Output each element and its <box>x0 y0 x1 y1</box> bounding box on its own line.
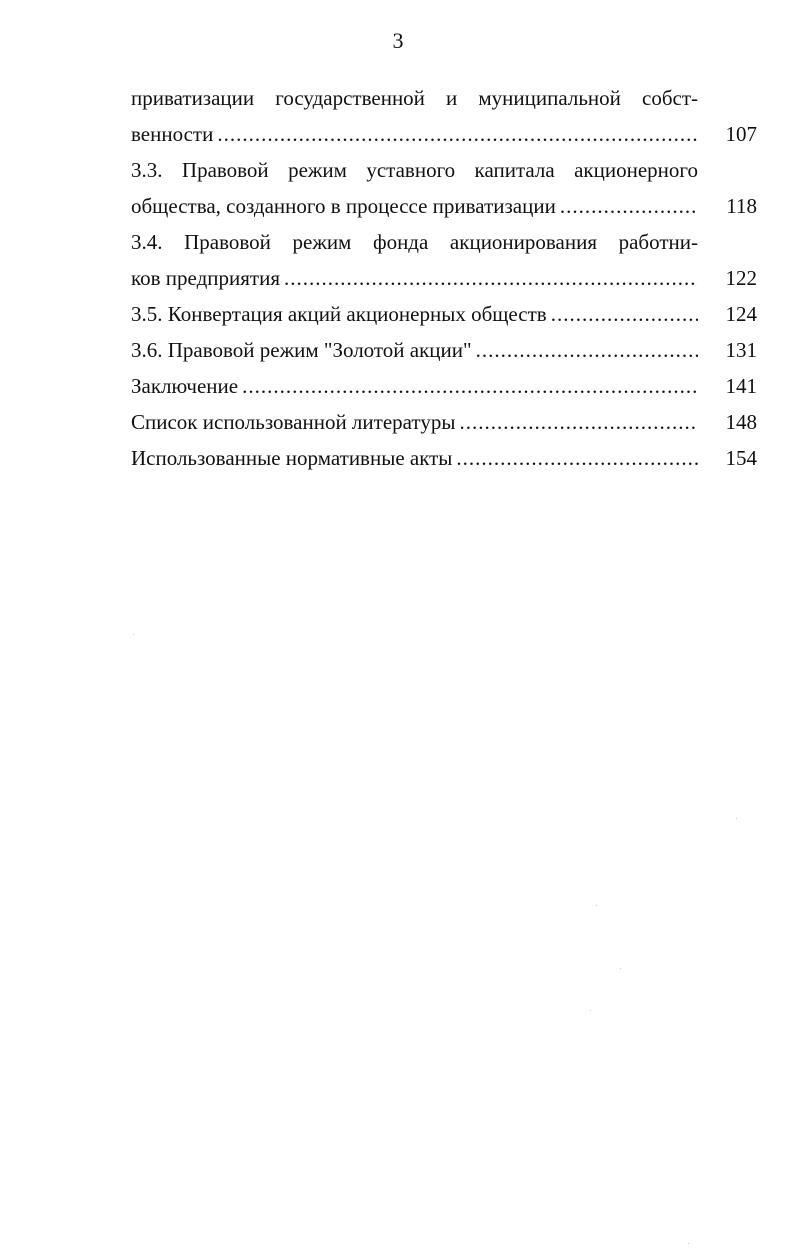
toc-entry-6[interactable] <box>131 368 757 404</box>
toc-entry-7[interactable] <box>131 404 757 440</box>
scan-speck <box>596 905 597 906</box>
toc-page-number: 107 <box>725 122 757 146</box>
scan-speck <box>688 1243 689 1244</box>
table-of-contents <box>131 80 757 476</box>
toc-entry-text: Заключение <box>131 374 239 398</box>
toc-page-number: 122 <box>725 266 757 290</box>
toc-entry-text: 3.6. Правовой режим "Золотой акции" <box>131 338 472 362</box>
toc-entry-5[interactable] <box>131 332 757 368</box>
toc-entry-text: венности <box>131 122 214 146</box>
scan-speck <box>133 634 134 635</box>
toc-entry-text: Список использованной литературы <box>131 410 456 434</box>
scan-speck <box>736 818 737 819</box>
toc-page-number: 124 <box>725 302 757 326</box>
leader-dots <box>459 404 698 440</box>
toc-page-number: 154 <box>725 446 757 470</box>
toc-entry-text: 3.5. Конвертация акций акционерных обществ <box>131 302 547 326</box>
toc-page-number: 148 <box>725 410 757 434</box>
toc-entry-text: 3.3. Правовой режим уставного капитала акционерного <box>131 158 698 182</box>
scan-speck <box>620 968 621 969</box>
leader-dots <box>217 116 698 152</box>
toc-entry-1-line-2[interactable] <box>131 116 757 152</box>
toc-entry-2-line-2[interactable] <box>131 188 757 224</box>
toc-page-number: 118 <box>726 194 757 218</box>
page-number: 3 <box>392 28 404 53</box>
leader-dots <box>456 440 698 476</box>
toc-page-number: 141 <box>725 374 757 398</box>
toc-entry-1-line-1 <box>131 80 757 116</box>
toc-entry-text: общества, созданного в процессе приватизации <box>131 194 556 218</box>
toc-entry-8[interactable] <box>131 440 757 476</box>
leader-dots <box>476 332 698 368</box>
toc-entry-text: ков предприятия <box>131 266 280 290</box>
toc-entry-3-line-1 <box>131 224 757 260</box>
toc-entry-3-line-2[interactable] <box>131 260 757 296</box>
toc-entry-text: Использованные нормативные акты <box>131 446 453 470</box>
leader-dots <box>284 260 698 296</box>
toc-entry-2-line-1 <box>131 152 757 188</box>
leader-dots <box>242 368 698 404</box>
leader-dots <box>560 188 698 224</box>
toc-page-number: 131 <box>725 338 757 362</box>
toc-entry-text: 3.4. Правовой режим фонда акционирования работни- <box>131 230 698 254</box>
toc-entry-text: приватизации государственной и муниципальной собст- <box>131 86 698 110</box>
toc-entry-4[interactable] <box>131 296 757 332</box>
scan-speck <box>590 1010 591 1011</box>
leader-dots <box>551 296 698 332</box>
